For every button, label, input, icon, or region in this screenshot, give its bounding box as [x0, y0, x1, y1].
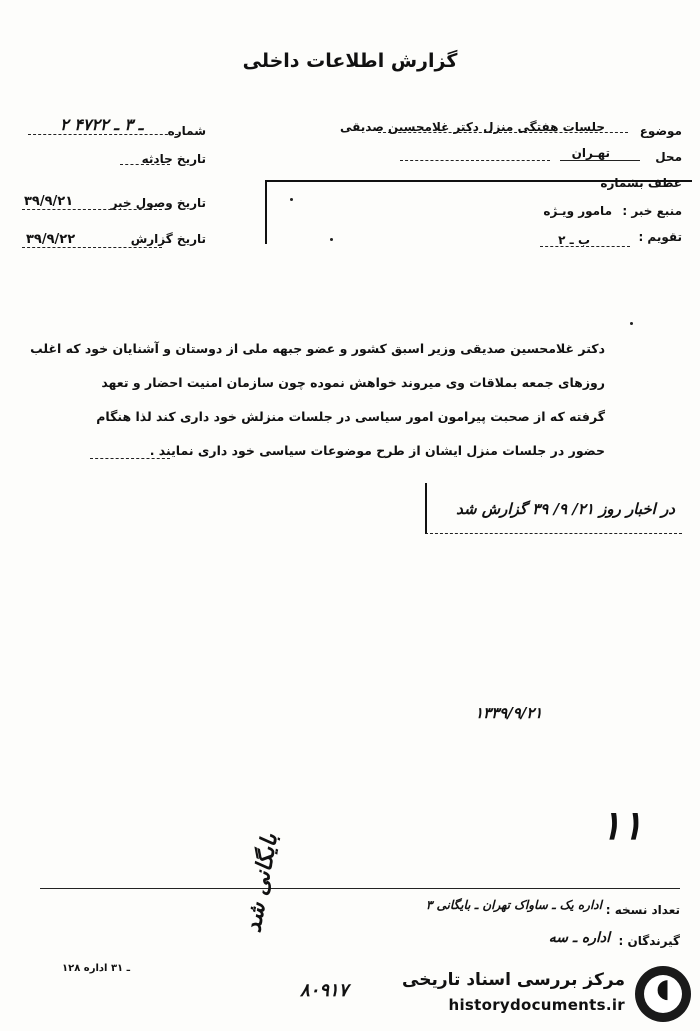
report-title: گزارش اطلاعات داخلی [242, 50, 458, 72]
location-value: تهـران [571, 146, 610, 160]
rating-value: ب ـ ۲ [558, 233, 590, 247]
ref-label: عطف بشماره [600, 176, 682, 190]
location-underline-2 [400, 160, 550, 161]
number-underline [28, 134, 178, 135]
body-line-1: دکتر غلامحسین صدیقی وزیر اسبق کشور و عضو جبهه ملی از دوستان و آشنایان خود که اغلب [30, 341, 605, 356]
watermark-url: historydocuments.ir [448, 996, 625, 1014]
footer-separator [40, 888, 680, 889]
speck [290, 198, 293, 201]
archive-signature: بایگانی شد [240, 831, 283, 935]
rating-label: تقویم : [638, 230, 682, 244]
body-line-3: گرفته که از صحبت پیرامون امور سیاسی در جلسات منزلش خود داری کند لذا هنگام [96, 409, 605, 424]
copies-value: اداره یک ـ ساواک تهران ـ بایگانی ۳ [425, 898, 602, 912]
source-value: مامور ویـژه [543, 204, 612, 218]
subject-value: جلسات هفتگی منزل دکتر غلامحسین صدیقی [340, 120, 605, 134]
report-date-underline [22, 247, 162, 248]
form-code: ۱۲۸ ـ ۳۱ اداره [62, 963, 131, 974]
recipients-label: گیرندگان : [618, 934, 680, 948]
speck [630, 322, 633, 325]
number-value: ۲ ـ ۳ ـ ۴۷۲۲ [60, 115, 144, 134]
report-date-label: تاریخ گزارش [130, 232, 206, 246]
location-label: محل [655, 150, 682, 164]
incident-date-label: تاریخ حادثه [141, 152, 206, 166]
source-label: منبع خبر : [622, 204, 682, 218]
incident-date-underline [120, 164, 170, 165]
receipt-date-underline [22, 209, 162, 210]
body-end-dash [90, 458, 170, 459]
receipt-date-label: تاریخ وصول خبر [110, 196, 206, 210]
date-mark: ۱۳۳۹/۹/۲۱ [475, 704, 543, 722]
initials-mark: ۱۱ [600, 802, 643, 849]
stamp-text: در اخبار روز ۲۱/ ۹/ ۳۹ گزارش شد [456, 500, 675, 518]
location-underline [560, 160, 640, 161]
number-label: شماره [167, 124, 206, 138]
archive-logo-icon: ◖ [635, 966, 691, 1022]
subject-label: موضوع [639, 124, 682, 138]
recipients-value: اداره ـ سه [548, 930, 610, 946]
watermark-name: مرکز بررسی اسناد تاریخی [402, 970, 625, 990]
speck [330, 238, 333, 241]
body-line-2: روزهای جمعه بملاقات وی میروند خواهش نموده چون سازمان امنیت احضار و تعهد [101, 375, 605, 390]
report-date-value: ۳۹/۹/۲۲ [26, 232, 76, 247]
receipt-date-value: ۳۹/۹/۲۱ [24, 194, 74, 209]
handwritten-number: ۸۰۹۱۷ [300, 980, 349, 1001]
body-line-4: حضور در جلسات منزل ایشان از طرح موضوعات سیاسی خود داری نمایند . [149, 443, 605, 458]
copies-label: تعداد نسخه : [605, 903, 680, 917]
rating-underline [540, 246, 630, 247]
